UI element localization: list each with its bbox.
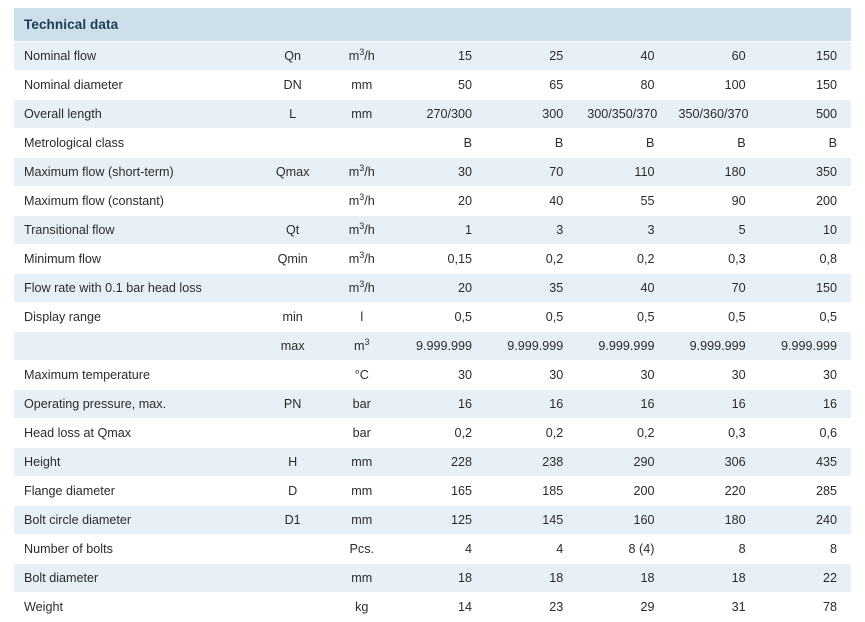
cell-value: 0,2 <box>486 245 577 274</box>
cell-value: 9.999.999 <box>760 332 851 361</box>
row-unit: $m^3$ <box>329 332 395 361</box>
table-row <box>14 535 851 564</box>
row-unit: $m^3/h$ <box>329 216 395 245</box>
table-row <box>14 506 851 535</box>
cell-value: 15 <box>395 42 486 71</box>
cell-value: 1 <box>395 216 486 245</box>
cell-value: 65 <box>486 71 577 100</box>
cell-value: 16 <box>577 390 668 419</box>
cell-value: 60 <box>668 42 759 71</box>
row-symbol: Qn <box>257 42 329 71</box>
cell-value: 30 <box>486 361 577 390</box>
cell-value: 240 <box>760 506 851 535</box>
table-row <box>14 158 851 187</box>
row-symbol: D1 <box>257 506 329 535</box>
row-unit: mm <box>329 506 395 535</box>
table-row <box>14 564 851 593</box>
cell-value: 145 <box>486 506 577 535</box>
row-unit: mm <box>329 71 395 100</box>
cell-value: 9.999.999 <box>486 332 577 361</box>
cell-value: 3 <box>577 216 668 245</box>
table-head <box>14 8 851 42</box>
cell-value: 185 <box>486 477 577 506</box>
row-symbol <box>257 535 329 564</box>
row-unit: Pcs. <box>329 535 395 564</box>
cell-value: B <box>668 129 759 158</box>
cell-value: 4 <box>486 535 577 564</box>
cell-value: 9.999.999 <box>577 332 668 361</box>
cell-value: 150 <box>760 274 851 303</box>
cell-value: 0,2 <box>577 419 668 448</box>
table-row <box>14 593 851 622</box>
cell-value: 78 <box>760 593 851 622</box>
cell-value: 290 <box>577 448 668 477</box>
row-unit: $m^3/h$ <box>329 42 395 71</box>
cell-value: 18 <box>577 564 668 593</box>
row-label: Head loss at Qmax <box>14 419 257 448</box>
cell-value: 228 <box>395 448 486 477</box>
cell-value: 0,2 <box>577 245 668 274</box>
cell-value: B <box>760 129 851 158</box>
row-symbol: min <box>257 303 329 332</box>
cell-value: B <box>395 129 486 158</box>
cell-value: 200 <box>760 187 851 216</box>
cell-value: 20 <box>395 274 486 303</box>
table-row <box>14 216 851 245</box>
row-symbol: H <box>257 448 329 477</box>
cell-value: 0,3 <box>668 419 759 448</box>
table-row <box>14 361 851 390</box>
row-symbol <box>257 129 329 158</box>
row-label: Bolt circle diameter <box>14 506 257 535</box>
row-label: Maximum temperature <box>14 361 257 390</box>
cell-value: 3 <box>486 216 577 245</box>
cell-value: 180 <box>668 506 759 535</box>
row-label: Transitional flow <box>14 216 257 245</box>
row-label: Overall length <box>14 100 257 129</box>
cell-value: 18 <box>395 564 486 593</box>
row-label: Maximum flow (constant) <box>14 187 257 216</box>
table-row <box>14 477 851 506</box>
row-label: Flow rate with 0.1 bar head loss <box>14 274 257 303</box>
cell-value: 0,2 <box>395 419 486 448</box>
table-row <box>14 100 851 129</box>
cell-value: 238 <box>486 448 577 477</box>
row-symbol <box>257 361 329 390</box>
row-unit: $m^3/h$ <box>329 274 395 303</box>
row-symbol <box>257 564 329 593</box>
cell-value: 40 <box>577 274 668 303</box>
cell-value: 22 <box>760 564 851 593</box>
technical-data-table <box>14 8 851 622</box>
cell-value: 0,6 <box>760 419 851 448</box>
cell-value: 10 <box>760 216 851 245</box>
cell-value: 23 <box>486 593 577 622</box>
cell-value: 8 <box>668 535 759 564</box>
cell-value: 300 <box>486 100 577 129</box>
cell-value: 16 <box>760 390 851 419</box>
cell-value: 18 <box>668 564 759 593</box>
cell-value: 30 <box>760 361 851 390</box>
cell-value: 30 <box>668 361 759 390</box>
cell-value: 50 <box>395 71 486 100</box>
row-label: Bolt diameter <box>14 564 257 593</box>
row-unit: °C <box>329 361 395 390</box>
row-unit: mm <box>329 477 395 506</box>
table-row <box>14 187 851 216</box>
cell-value: 306 <box>668 448 759 477</box>
row-unit: $m^3/h$ <box>329 245 395 274</box>
cell-value: 0,15 <box>395 245 486 274</box>
cell-value: 165 <box>395 477 486 506</box>
row-label: Weight <box>14 593 257 622</box>
cell-value: 0,3 <box>668 245 759 274</box>
table-row <box>14 390 851 419</box>
row-symbol <box>257 419 329 448</box>
row-unit: bar <box>329 419 395 448</box>
row-symbol: Qmin <box>257 245 329 274</box>
cell-value: B <box>486 129 577 158</box>
cell-value: 18 <box>486 564 577 593</box>
cell-value: 30 <box>577 361 668 390</box>
cell-value: 100 <box>668 71 759 100</box>
table-row <box>14 303 851 332</box>
row-label: Nominal flow <box>14 42 257 71</box>
cell-value: 180 <box>668 158 759 187</box>
cell-value: 0,2 <box>486 419 577 448</box>
row-symbol <box>257 593 329 622</box>
cell-value: 350 <box>760 158 851 187</box>
cell-value: 16 <box>395 390 486 419</box>
cell-value: 350/360/370 <box>668 100 759 129</box>
row-unit: mm <box>329 100 395 129</box>
cell-value: 0,5 <box>577 303 668 332</box>
cell-value: 160 <box>577 506 668 535</box>
cell-value: 16 <box>486 390 577 419</box>
cell-value: 4 <box>395 535 486 564</box>
cell-value: 40 <box>486 187 577 216</box>
cell-value: 0,5 <box>668 303 759 332</box>
table-row <box>14 129 851 158</box>
row-symbol: Qt <box>257 216 329 245</box>
row-label: Metrological class <box>14 129 257 158</box>
row-label: Number of bolts <box>14 535 257 564</box>
row-unit <box>329 129 395 158</box>
cell-value: 0,8 <box>760 245 851 274</box>
row-label: Flange diameter <box>14 477 257 506</box>
row-label: Minimum flow <box>14 245 257 274</box>
cell-value: 435 <box>760 448 851 477</box>
table-row <box>14 274 851 303</box>
table-row <box>14 42 851 71</box>
row-label: Operating pressure, max. <box>14 390 257 419</box>
cell-value: 30 <box>395 361 486 390</box>
cell-value: 110 <box>577 158 668 187</box>
cell-value: 80 <box>577 71 668 100</box>
cell-value: 14 <box>395 593 486 622</box>
row-unit: $m^3/h$ <box>329 158 395 187</box>
row-symbol: Qmax <box>257 158 329 187</box>
row-symbol: L <box>257 100 329 129</box>
table-row <box>14 448 851 477</box>
row-symbol: PN <box>257 390 329 419</box>
cell-value: 8 <box>760 535 851 564</box>
cell-value: 220 <box>668 477 759 506</box>
cell-value: 500 <box>760 100 851 129</box>
cell-value: 31 <box>668 593 759 622</box>
row-symbol: DN <box>257 71 329 100</box>
cell-value: 29 <box>577 593 668 622</box>
row-symbol <box>257 274 329 303</box>
table-row <box>14 245 851 274</box>
cell-value: 70 <box>486 158 577 187</box>
cell-value: 125 <box>395 506 486 535</box>
cell-value: 30 <box>395 158 486 187</box>
row-symbol: max <box>257 332 329 361</box>
row-label: Maximum flow (short-term) <box>14 158 257 187</box>
row-unit: l <box>329 303 395 332</box>
cell-value: 270/300 <box>395 100 486 129</box>
cell-value: B <box>577 129 668 158</box>
cell-value: 0,5 <box>486 303 577 332</box>
row-unit: kg <box>329 593 395 622</box>
row-symbol <box>257 187 329 216</box>
cell-value: 90 <box>668 187 759 216</box>
cell-value: 5 <box>668 216 759 245</box>
cell-value: 40 <box>577 42 668 71</box>
cell-value: 20 <box>395 187 486 216</box>
table-row <box>14 71 851 100</box>
cell-value: 9.999.999 <box>395 332 486 361</box>
row-unit: bar <box>329 390 395 419</box>
cell-value: 35 <box>486 274 577 303</box>
row-label: Height <box>14 448 257 477</box>
cell-value: 9.999.999 <box>668 332 759 361</box>
row-symbol: D <box>257 477 329 506</box>
cell-value: 300/350/370 <box>577 100 668 129</box>
row-label <box>14 332 257 361</box>
table-row <box>14 419 851 448</box>
row-unit: mm <box>329 564 395 593</box>
cell-value: 70 <box>668 274 759 303</box>
cell-value: 0,5 <box>395 303 486 332</box>
cell-value: 16 <box>668 390 759 419</box>
cell-value: 25 <box>486 42 577 71</box>
cell-value: 200 <box>577 477 668 506</box>
cell-value: 150 <box>760 71 851 100</box>
cell-value: 285 <box>760 477 851 506</box>
table-body <box>14 42 851 622</box>
row-label: Display range <box>14 303 257 332</box>
table-title-row <box>14 8 851 42</box>
cell-value: 0,5 <box>760 303 851 332</box>
row-label: Nominal diameter <box>14 71 257 100</box>
row-unit: $m^3/h$ <box>329 187 395 216</box>
table-row <box>14 332 851 361</box>
row-unit: mm <box>329 448 395 477</box>
cell-value: 8 (4) <box>577 535 668 564</box>
table-title: Technical data <box>14 8 851 42</box>
cell-value: 55 <box>577 187 668 216</box>
cell-value: 150 <box>760 42 851 71</box>
